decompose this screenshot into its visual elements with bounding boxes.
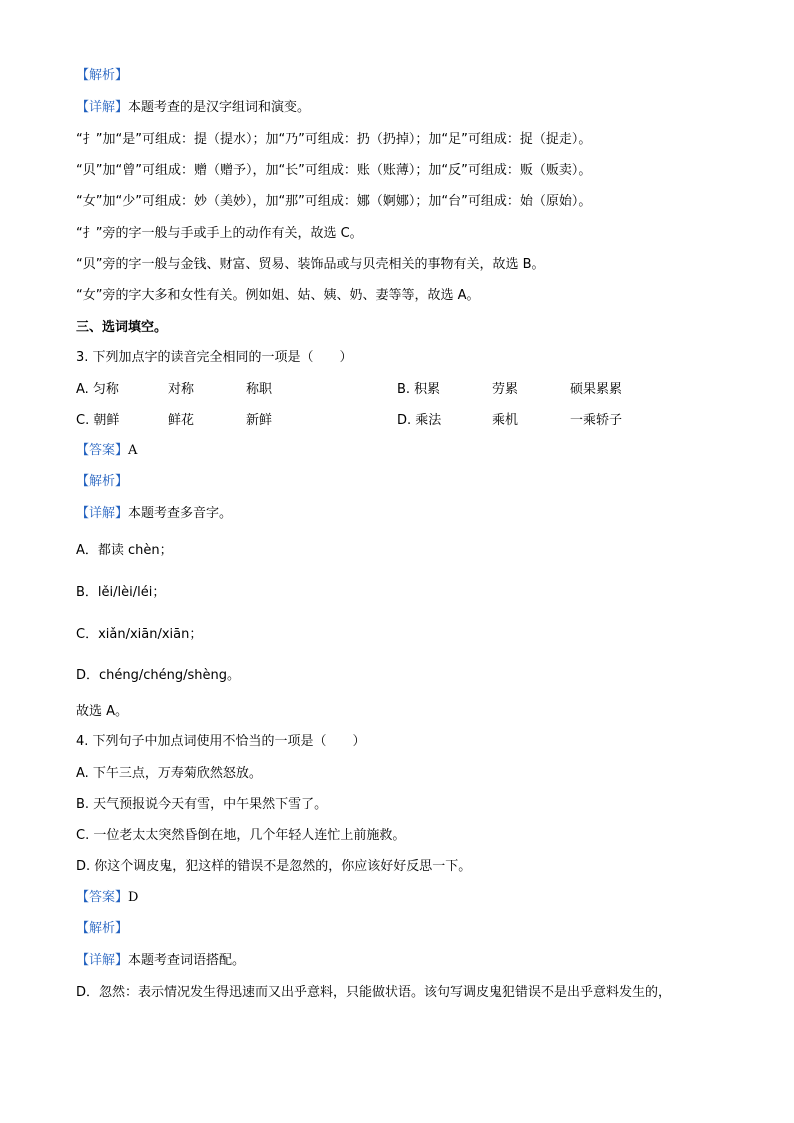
q3-option-a-word: 称职 <box>246 382 273 397</box>
q4-answer <box>76 889 138 907</box>
q3-option-b-word: 劳累 <box>492 382 519 397</box>
q3-analysis-line: A．都读 chèn； <box>76 543 173 558</box>
explain-line: “扌”旁的字一般与手或手上的动作有关，故选 C。 <box>76 226 363 241</box>
q4-option-a: A. 下午三点，万寿菊欣然怒放。 <box>76 766 262 781</box>
jiexi-label-3: 【解析】 <box>76 921 129 936</box>
detail-text: 本题考查词语搭配。 <box>128 953 246 968</box>
q3-option-d: D. 乘法 <box>397 413 442 428</box>
q3-option-b: B. 积累 <box>397 382 441 397</box>
q3-conclusion: 故选 A。 <box>76 704 129 719</box>
q4-stem: 4. 下列句子中加点词使用不恰当的一项是（ ） <box>76 734 366 749</box>
explain-line: “女”旁的字大多和女性有关。例如姐、姑、姨、奶、妻等等，故选 A。 <box>76 288 480 303</box>
q3-option-d-word: 乘机 <box>492 413 519 428</box>
q3-analysis-line: D．chéng/chéng/shèng。 <box>76 668 241 683</box>
detail-line-3 <box>76 952 245 970</box>
q4-option-b: B. 天气预报说今天有雪，中午果然下雪了。 <box>76 797 328 812</box>
answer-tag: 【答案】 <box>76 443 129 458</box>
explain-line: “贝”加“曾”可组成：赠（赠予），加“长”可组成：账（账薄）；加“反”可组成：贩（贩卖）。 <box>76 163 592 178</box>
detail-tag: 【详解】 <box>76 506 129 521</box>
q3-option-c-word: 新鲜 <box>246 413 273 428</box>
q4-analysis-line: D．忽然：表示情况发生得迅速而又出乎意料，只能做状语。该句写调皮鬼犯错误不是出乎意料发生的， <box>76 985 672 1000</box>
q4-option-c: C. 一位老太太突然昏倒在地，几个年轻人连忙上前施救。 <box>76 828 406 843</box>
q3-option-d-word: 一乘轿子 <box>570 413 623 428</box>
detail-tag: 【详解】 <box>76 100 129 115</box>
answer-value: A <box>128 443 138 458</box>
section-title: 三、选词填空。 <box>76 320 168 335</box>
q4-option-d: D. 你这个调皮鬼，犯这样的错误不是忽然的，你应该好好反思一下。 <box>76 859 472 874</box>
detail-line-2 <box>76 505 232 523</box>
q3-answer <box>76 442 137 460</box>
q3-option-c-word: 鲜花 <box>168 413 195 428</box>
detail-line-1 <box>76 99 310 117</box>
q3-option-a: A. 匀称 <box>76 382 119 397</box>
q3-stem: 3. 下列加点字的读音完全相同的一项是（ ） <box>76 350 353 365</box>
explain-line: “扌”加“是”可组成：提（提水）；加“乃”可组成：扔（扔掉）；加“足”可组成：捉（捉走）。 <box>76 132 592 147</box>
detail-text: 本题考查的是汉字组词和演变。 <box>128 100 311 115</box>
q3-option-a-word: 对称 <box>168 382 195 397</box>
detail-text: 本题考查多音字。 <box>128 506 233 521</box>
explain-line: “女”加“少”可组成：妙（美妙），加“那”可组成：娜（婀娜）；加“台”可组成：始（原始）。 <box>76 194 592 209</box>
jiexi-label-2: 【解析】 <box>76 474 129 489</box>
jiexi-label-1: 【解析】 <box>76 68 129 83</box>
answer-value: D <box>128 890 139 905</box>
q3-analysis-line: C．xiǎn/xiān/xiān； <box>76 627 203 642</box>
q3-option-c: C. 朝鲜 <box>76 413 120 428</box>
q3-option-b-word: 硕果累累 <box>570 382 623 397</box>
explain-line: “贝”旁的字一般与金钱、财富、贸易、装饰品或与贝壳相关的事物有关，故选 B。 <box>76 257 545 272</box>
q3-analysis-line: B．lěi/lèi/léi； <box>76 585 166 600</box>
detail-tag: 【详解】 <box>76 953 129 968</box>
answer-tag: 【答案】 <box>76 890 129 905</box>
